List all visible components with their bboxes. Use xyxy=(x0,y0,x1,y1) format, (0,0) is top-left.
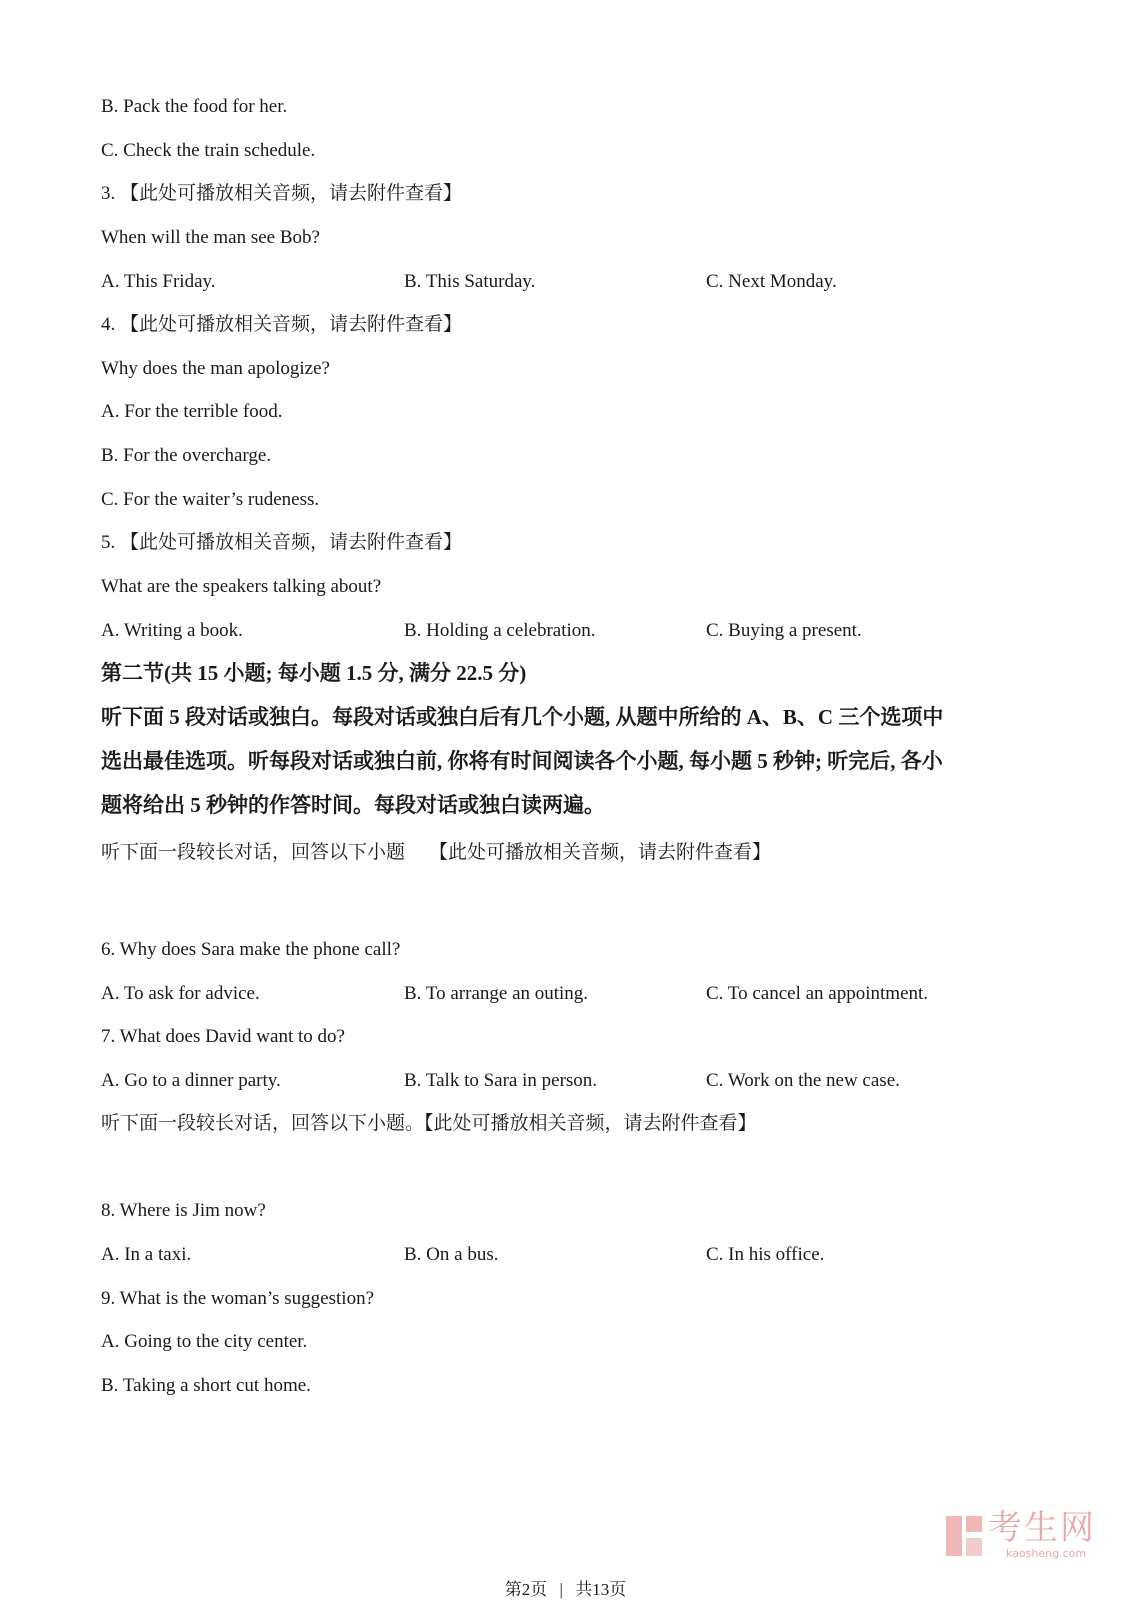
footer-page: 第2页 xyxy=(504,1580,548,1599)
group1-audio-note[interactable]: 【此处可播放相关音频，请去附件查看】 xyxy=(429,842,772,863)
q6-option-b: B. To arrange an outing. xyxy=(404,983,589,1004)
q5-option-a: A. Writing a book. xyxy=(101,620,243,641)
q4-audio-note[interactable]: 4. 【此处可播放相关音频，请去附件查看】 xyxy=(101,314,463,335)
q6-option-c: C. To cancel an appointment. xyxy=(706,983,929,1004)
q3-option-a: A. This Friday. xyxy=(101,271,216,292)
q4-option-a: A. For the terrible food. xyxy=(101,401,283,422)
q4-option-b: B. For the overcharge. xyxy=(101,445,272,466)
instructions-line-1: 听下面 5 段对话或独白。每段对话或独白后有几个小题, 从题中所给的 A、B、C 三个选项中 xyxy=(101,705,944,729)
q2-option-c: C. Check the train schedule. xyxy=(101,140,316,161)
group1-intro-text: 听下面一段较长对话，回答以下小题 xyxy=(101,842,406,863)
instructions-line-2: 选出最佳选项。听每段对话或独白前, 你将有时间阅读各个小题, 每小题 5 秒钟; 听完后, 各小 xyxy=(101,749,943,773)
q8-option-a: A. In a taxi. xyxy=(101,1244,192,1265)
q3-audio-note[interactable]: 3. 【此处可播放相关音频，请去附件查看】 xyxy=(101,183,463,204)
q5-audio-note[interactable]: 5. 【此处可播放相关音频，请去附件查看】 xyxy=(101,532,463,553)
q7-option-a: A. Go to a dinner party. xyxy=(101,1070,281,1091)
q7-question: 7. What does David want to do? xyxy=(101,1026,345,1047)
q5-option-b: B. Holding a celebration. xyxy=(404,620,596,641)
q2-option-b: B. Pack the food for her. xyxy=(101,96,288,117)
watermark-emblem-icon xyxy=(944,1512,984,1560)
q8-question: 8. Where is Jim now? xyxy=(101,1200,266,1221)
q5-question: What are the speakers talking about? xyxy=(101,576,382,597)
section-title: 第二节(共 15 小题; 每小题 1.5 分, 满分 22.5 分) xyxy=(101,661,527,685)
q8-option-b: B. On a bus. xyxy=(404,1244,499,1265)
watermark-logo xyxy=(944,1510,1114,1560)
instructions-line-3: 题将给出 5 秒钟的作答时间。每段对话或独白读两遍。 xyxy=(101,793,605,817)
group1-intro xyxy=(101,841,771,865)
q3-option-b: B. This Saturday. xyxy=(404,271,536,292)
q9-option-b: B. Taking a short cut home. xyxy=(101,1375,311,1396)
q7-option-c: C. Work on the new case. xyxy=(706,1070,900,1091)
footer-separator: | xyxy=(559,1580,563,1599)
q9-question: 9. What is the woman’s suggestion? xyxy=(101,1288,375,1309)
group2-intro[interactable]: 听下面一段较长对话，回答以下小题。【此处可播放相关音频，请去附件查看】 xyxy=(101,1113,757,1134)
q6-option-a: A. To ask for advice. xyxy=(101,983,260,1004)
q9-option-a: A. Going to the city center. xyxy=(101,1331,308,1352)
footer-total: 共13页 xyxy=(575,1580,627,1599)
q3-option-c: C. Next Monday. xyxy=(706,271,837,292)
q7-option-b: B. Talk to Sara in person. xyxy=(404,1070,598,1091)
q4-option-c: C. For the waiter’s rudeness. xyxy=(101,489,320,510)
q8-option-c: C. In his office. xyxy=(706,1244,825,1265)
page-footer xyxy=(0,1580,1131,1600)
q4-question: Why does the man apologize? xyxy=(101,358,330,379)
q6-question: 6. Why does Sara make the phone call? xyxy=(101,939,401,960)
q5-option-c: C. Buying a present. xyxy=(706,620,862,641)
watermark-site: kaosheng.com xyxy=(1006,1547,1087,1560)
watermark-brand: 考生网 xyxy=(988,1508,1096,1548)
q3-question: When will the man see Bob? xyxy=(101,227,320,248)
